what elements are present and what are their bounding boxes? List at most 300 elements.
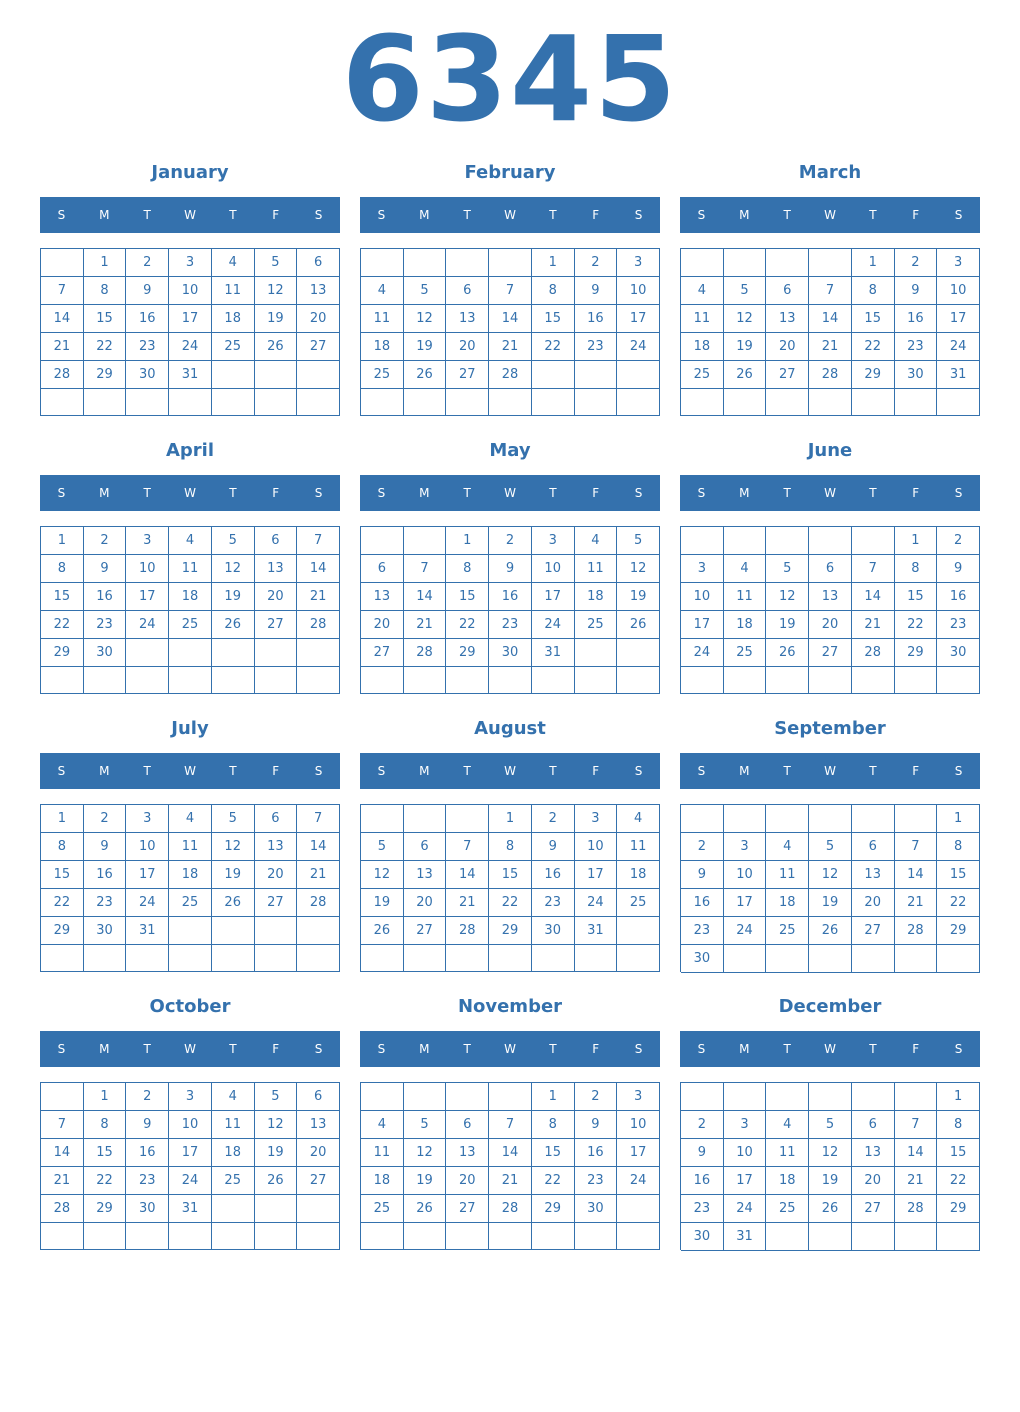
- day-cell: 30: [532, 917, 575, 945]
- day-cell: 27: [297, 1167, 340, 1195]
- weekday-header: [40, 197, 340, 233]
- weekday-label: T: [229, 486, 237, 500]
- day-cell: 19: [617, 583, 660, 611]
- weekday-label: M: [739, 1042, 750, 1056]
- day-cell: [404, 1083, 447, 1111]
- day-cell: 25: [212, 1167, 255, 1195]
- day-cell: [489, 1083, 532, 1111]
- day-cell: [766, 389, 809, 416]
- day-cell: 18: [361, 1167, 404, 1195]
- day-cell: 15: [852, 305, 895, 333]
- weekday-label: T: [229, 208, 237, 222]
- day-cell: [489, 667, 532, 694]
- day-cell: [681, 1083, 724, 1111]
- day-cell: 16: [126, 1139, 169, 1167]
- day-cell: 13: [255, 833, 298, 861]
- day-cell: [41, 1083, 84, 1111]
- day-cell: [255, 945, 298, 972]
- day-cell: 4: [766, 833, 809, 861]
- day-cell: 10: [681, 583, 724, 611]
- day-cell: 1: [84, 249, 127, 277]
- day-cell: 13: [404, 861, 447, 889]
- day-cell: 8: [532, 1111, 575, 1139]
- day-cell: 30: [937, 639, 980, 667]
- day-cell: [617, 917, 660, 945]
- day-cell: 30: [84, 639, 127, 667]
- weekday-label: W: [824, 764, 836, 778]
- weekday-label: F: [912, 1042, 920, 1056]
- day-cell: 12: [212, 555, 255, 583]
- day-cell: 10: [937, 277, 980, 305]
- day-cell: 23: [126, 333, 169, 361]
- day-cell: 8: [84, 277, 127, 305]
- day-cell: 1: [84, 1083, 127, 1111]
- day-cell: 27: [809, 639, 852, 667]
- weekday-label: W: [504, 486, 516, 500]
- day-cell: 29: [489, 917, 532, 945]
- day-cell: [169, 1223, 212, 1250]
- day-cell: 5: [809, 833, 852, 861]
- day-cell: 3: [937, 249, 980, 277]
- day-cell: 3: [724, 1111, 767, 1139]
- day-cell: 16: [532, 861, 575, 889]
- day-cell: 3: [575, 805, 618, 833]
- day-cell: 10: [617, 1111, 660, 1139]
- day-cell: 28: [41, 1195, 84, 1223]
- day-cell: [41, 945, 84, 972]
- day-cell: 23: [126, 1167, 169, 1195]
- day-grid: [680, 248, 980, 416]
- day-cell: 30: [84, 917, 127, 945]
- day-cell: 10: [169, 1111, 212, 1139]
- day-cell: 30: [126, 361, 169, 389]
- weekday-label: S: [57, 1042, 66, 1056]
- day-cell: [575, 361, 618, 389]
- day-cell: 17: [724, 1167, 767, 1195]
- day-cell: [212, 667, 255, 694]
- day-cell: 3: [724, 833, 767, 861]
- day-cell: [532, 667, 575, 694]
- weekday-label: T: [229, 764, 237, 778]
- day-cell: 20: [404, 889, 447, 917]
- month-name: May: [489, 440, 531, 461]
- day-cell: [895, 945, 938, 973]
- day-cell: 17: [532, 583, 575, 611]
- month-april: [40, 434, 340, 694]
- weekday-label: F: [912, 764, 920, 778]
- day-cell: [404, 805, 447, 833]
- weekday-label: F: [272, 1042, 280, 1056]
- day-cell: 8: [852, 277, 895, 305]
- day-cell: [361, 667, 404, 694]
- day-cell: 5: [724, 277, 767, 305]
- day-cell: 20: [809, 611, 852, 639]
- weekday-label: S: [697, 486, 706, 500]
- day-cell: 17: [126, 583, 169, 611]
- day-cell: 22: [852, 333, 895, 361]
- month-name: June: [807, 440, 853, 461]
- day-cell: 20: [297, 305, 340, 333]
- day-cell: [126, 1223, 169, 1250]
- day-cell: [41, 389, 84, 416]
- weekday-label: T: [143, 764, 151, 778]
- day-cell: 15: [532, 305, 575, 333]
- day-cell: 7: [489, 1111, 532, 1139]
- weekday-label: T: [229, 1042, 237, 1056]
- day-cell: 1: [532, 249, 575, 277]
- day-cell: 18: [766, 889, 809, 917]
- day-cell: [895, 667, 938, 694]
- day-cell: [809, 667, 852, 694]
- day-cell: [84, 945, 127, 972]
- day-cell: [446, 1083, 489, 1111]
- weekday-label: S: [314, 486, 323, 500]
- day-cell: 31: [169, 1195, 212, 1223]
- day-cell: [212, 1223, 255, 1250]
- day-cell: 7: [852, 555, 895, 583]
- day-cell: 8: [895, 555, 938, 583]
- day-cell: 12: [766, 583, 809, 611]
- day-cell: 22: [41, 611, 84, 639]
- day-cell: [852, 805, 895, 833]
- day-cell: 10: [532, 555, 575, 583]
- day-cell: [575, 667, 618, 694]
- day-grid: [360, 248, 660, 416]
- day-cell: 8: [489, 833, 532, 861]
- day-cell: 24: [169, 333, 212, 361]
- day-cell: 30: [489, 639, 532, 667]
- day-cell: [681, 527, 724, 555]
- day-cell: 20: [361, 611, 404, 639]
- day-cell: 20: [255, 583, 298, 611]
- day-cell: 14: [446, 861, 489, 889]
- day-cell: 21: [41, 333, 84, 361]
- day-cell: 3: [126, 805, 169, 833]
- day-cell: 19: [212, 583, 255, 611]
- day-cell: 29: [84, 1195, 127, 1223]
- day-cell: [809, 945, 852, 973]
- day-cell: 8: [937, 1111, 980, 1139]
- day-cell: 11: [724, 583, 767, 611]
- day-cell: [937, 1223, 980, 1251]
- year-title: 6345: [341, 10, 679, 148]
- day-cell: 9: [681, 1139, 724, 1167]
- day-cell: [766, 249, 809, 277]
- day-grid: [40, 1082, 340, 1250]
- day-cell: 17: [617, 1139, 660, 1167]
- day-cell: 12: [255, 1111, 298, 1139]
- day-cell: 6: [361, 555, 404, 583]
- weekday-label: M: [99, 486, 110, 500]
- day-cell: [895, 1223, 938, 1251]
- day-cell: 11: [766, 1139, 809, 1167]
- day-cell: 11: [617, 833, 660, 861]
- day-cell: [809, 1223, 852, 1251]
- day-cell: 29: [532, 1195, 575, 1223]
- day-cell: 6: [852, 1111, 895, 1139]
- weekday-label: M: [739, 486, 750, 500]
- day-cell: 12: [212, 833, 255, 861]
- day-cell: 26: [724, 361, 767, 389]
- day-cell: 10: [617, 277, 660, 305]
- day-cell: 2: [126, 1083, 169, 1111]
- day-cell: [937, 389, 980, 416]
- day-cell: 26: [361, 917, 404, 945]
- day-cell: 16: [126, 305, 169, 333]
- day-cell: [212, 917, 255, 945]
- day-cell: 23: [489, 611, 532, 639]
- day-cell: [766, 1223, 809, 1251]
- day-cell: [532, 1223, 575, 1250]
- day-cell: 16: [575, 305, 618, 333]
- day-cell: [724, 389, 767, 416]
- day-cell: 24: [681, 639, 724, 667]
- day-cell: 2: [681, 1111, 724, 1139]
- weekday-label: W: [504, 208, 516, 222]
- weekday-header: [40, 475, 340, 511]
- day-cell: 29: [937, 1195, 980, 1223]
- day-cell: 14: [297, 555, 340, 583]
- day-cell: 12: [809, 1139, 852, 1167]
- day-cell: 25: [617, 889, 660, 917]
- day-cell: [937, 667, 980, 694]
- day-cell: 20: [766, 333, 809, 361]
- day-cell: 2: [681, 833, 724, 861]
- day-grid: [40, 248, 340, 416]
- day-cell: 4: [361, 277, 404, 305]
- day-cell: 30: [681, 1223, 724, 1251]
- day-cell: 14: [404, 583, 447, 611]
- day-cell: 11: [681, 305, 724, 333]
- day-cell: 19: [361, 889, 404, 917]
- day-grid: [680, 1082, 980, 1250]
- day-cell: 31: [169, 361, 212, 389]
- day-cell: 2: [575, 249, 618, 277]
- weekday-label: S: [377, 1042, 386, 1056]
- day-cell: [297, 945, 340, 972]
- day-cell: 29: [852, 361, 895, 389]
- day-cell: 16: [489, 583, 532, 611]
- day-cell: 14: [41, 1139, 84, 1167]
- day-cell: 29: [41, 639, 84, 667]
- day-cell: [126, 639, 169, 667]
- day-cell: [404, 1223, 447, 1250]
- day-cell: 2: [575, 1083, 618, 1111]
- day-grid: [360, 1082, 660, 1250]
- day-cell: 23: [681, 917, 724, 945]
- day-cell: 12: [255, 277, 298, 305]
- day-cell: 17: [617, 305, 660, 333]
- day-cell: 14: [297, 833, 340, 861]
- day-cell: 16: [84, 861, 127, 889]
- day-cell: 26: [404, 361, 447, 389]
- day-cell: 16: [575, 1139, 618, 1167]
- day-cell: [255, 667, 298, 694]
- day-cell: 11: [361, 305, 404, 333]
- day-cell: 22: [41, 889, 84, 917]
- day-cell: 4: [361, 1111, 404, 1139]
- day-cell: 5: [361, 833, 404, 861]
- day-cell: 10: [724, 1139, 767, 1167]
- day-cell: 21: [489, 333, 532, 361]
- day-cell: 17: [126, 861, 169, 889]
- day-cell: [724, 945, 767, 973]
- day-cell: 4: [575, 527, 618, 555]
- day-cell: [617, 639, 660, 667]
- day-cell: [489, 945, 532, 972]
- day-cell: [575, 945, 618, 972]
- weekday-label: F: [592, 208, 600, 222]
- day-cell: 15: [41, 861, 84, 889]
- day-cell: 11: [169, 555, 212, 583]
- weekday-label: W: [504, 764, 516, 778]
- day-cell: 17: [681, 611, 724, 639]
- weekday-label: S: [954, 208, 963, 222]
- day-cell: 28: [895, 1195, 938, 1223]
- month-july: [40, 712, 340, 972]
- weekday-label: F: [272, 486, 280, 500]
- day-cell: 4: [169, 527, 212, 555]
- day-cell: [446, 389, 489, 416]
- day-grid: [40, 526, 340, 694]
- weekday-label: M: [99, 208, 110, 222]
- day-cell: 7: [41, 277, 84, 305]
- day-cell: [809, 527, 852, 555]
- day-cell: 8: [937, 833, 980, 861]
- day-cell: 5: [809, 1111, 852, 1139]
- day-cell: [169, 639, 212, 667]
- day-cell: 5: [212, 527, 255, 555]
- day-cell: 9: [681, 861, 724, 889]
- month-name: February: [464, 162, 556, 183]
- day-cell: [41, 1223, 84, 1250]
- day-cell: 25: [361, 1195, 404, 1223]
- weekday-label: M: [99, 1042, 110, 1056]
- day-cell: 3: [617, 249, 660, 277]
- weekday-label: S: [954, 486, 963, 500]
- day-cell: 16: [84, 583, 127, 611]
- day-cell: 27: [255, 889, 298, 917]
- day-cell: 22: [446, 611, 489, 639]
- day-cell: 16: [681, 889, 724, 917]
- day-cell: [681, 249, 724, 277]
- weekday-label: T: [783, 764, 791, 778]
- day-cell: 26: [212, 611, 255, 639]
- day-cell: [575, 389, 618, 416]
- day-cell: [532, 945, 575, 972]
- day-cell: 18: [766, 1167, 809, 1195]
- weekday-label: W: [824, 208, 836, 222]
- month-september: [680, 712, 980, 972]
- day-cell: 13: [852, 861, 895, 889]
- day-cell: 22: [937, 889, 980, 917]
- day-cell: [724, 249, 767, 277]
- month-name: January: [151, 162, 229, 183]
- day-cell: 1: [41, 527, 84, 555]
- day-cell: 7: [297, 527, 340, 555]
- weekday-label: S: [697, 1042, 706, 1056]
- day-cell: 24: [575, 889, 618, 917]
- month-january: [40, 156, 340, 416]
- month-march: [680, 156, 980, 416]
- day-cell: 29: [41, 917, 84, 945]
- weekday-label: T: [869, 1042, 877, 1056]
- day-cell: [681, 389, 724, 416]
- month-name: October: [149, 996, 231, 1017]
- day-cell: 5: [766, 555, 809, 583]
- day-cell: 18: [724, 611, 767, 639]
- day-cell: 24: [126, 611, 169, 639]
- weekday-label: F: [272, 764, 280, 778]
- day-cell: 13: [446, 1139, 489, 1167]
- day-cell: 26: [809, 917, 852, 945]
- day-cell: 9: [84, 555, 127, 583]
- day-cell: 10: [724, 861, 767, 889]
- day-cell: 13: [255, 555, 298, 583]
- day-cell: [404, 389, 447, 416]
- day-cell: [84, 1223, 127, 1250]
- day-cell: 14: [489, 305, 532, 333]
- day-cell: 12: [724, 305, 767, 333]
- day-cell: 25: [766, 917, 809, 945]
- day-cell: 6: [852, 833, 895, 861]
- day-cell: 28: [41, 361, 84, 389]
- day-cell: 5: [255, 1083, 298, 1111]
- day-cell: 27: [852, 1195, 895, 1223]
- day-cell: 4: [169, 805, 212, 833]
- day-cell: 28: [297, 611, 340, 639]
- day-cell: 24: [937, 333, 980, 361]
- day-cell: 15: [895, 583, 938, 611]
- day-cell: [852, 527, 895, 555]
- day-cell: 10: [169, 277, 212, 305]
- weekday-label: T: [549, 764, 557, 778]
- weekday-header: [360, 753, 660, 789]
- day-cell: 2: [84, 805, 127, 833]
- day-cell: 9: [489, 555, 532, 583]
- day-cell: [809, 389, 852, 416]
- weekday-label: S: [314, 208, 323, 222]
- weekday-label: M: [739, 764, 750, 778]
- day-cell: 15: [937, 861, 980, 889]
- day-cell: 21: [895, 1167, 938, 1195]
- weekday-label: W: [504, 1042, 516, 1056]
- day-cell: 3: [126, 527, 169, 555]
- day-cell: [297, 917, 340, 945]
- day-cell: 29: [895, 639, 938, 667]
- day-cell: 18: [212, 1139, 255, 1167]
- day-cell: 7: [446, 833, 489, 861]
- month-name: July: [171, 718, 209, 739]
- day-cell: 11: [575, 555, 618, 583]
- day-cell: [446, 249, 489, 277]
- day-cell: [617, 361, 660, 389]
- day-cell: [169, 389, 212, 416]
- day-cell: 13: [852, 1139, 895, 1167]
- weekday-label: T: [869, 764, 877, 778]
- day-cell: 9: [126, 277, 169, 305]
- day-cell: 25: [766, 1195, 809, 1223]
- day-cell: 9: [895, 277, 938, 305]
- day-cell: 28: [489, 1195, 532, 1223]
- weekday-label: S: [634, 208, 643, 222]
- day-cell: 14: [809, 305, 852, 333]
- day-cell: [617, 389, 660, 416]
- day-cell: [766, 945, 809, 973]
- day-cell: 30: [895, 361, 938, 389]
- day-cell: [404, 945, 447, 972]
- weekday-label: T: [869, 208, 877, 222]
